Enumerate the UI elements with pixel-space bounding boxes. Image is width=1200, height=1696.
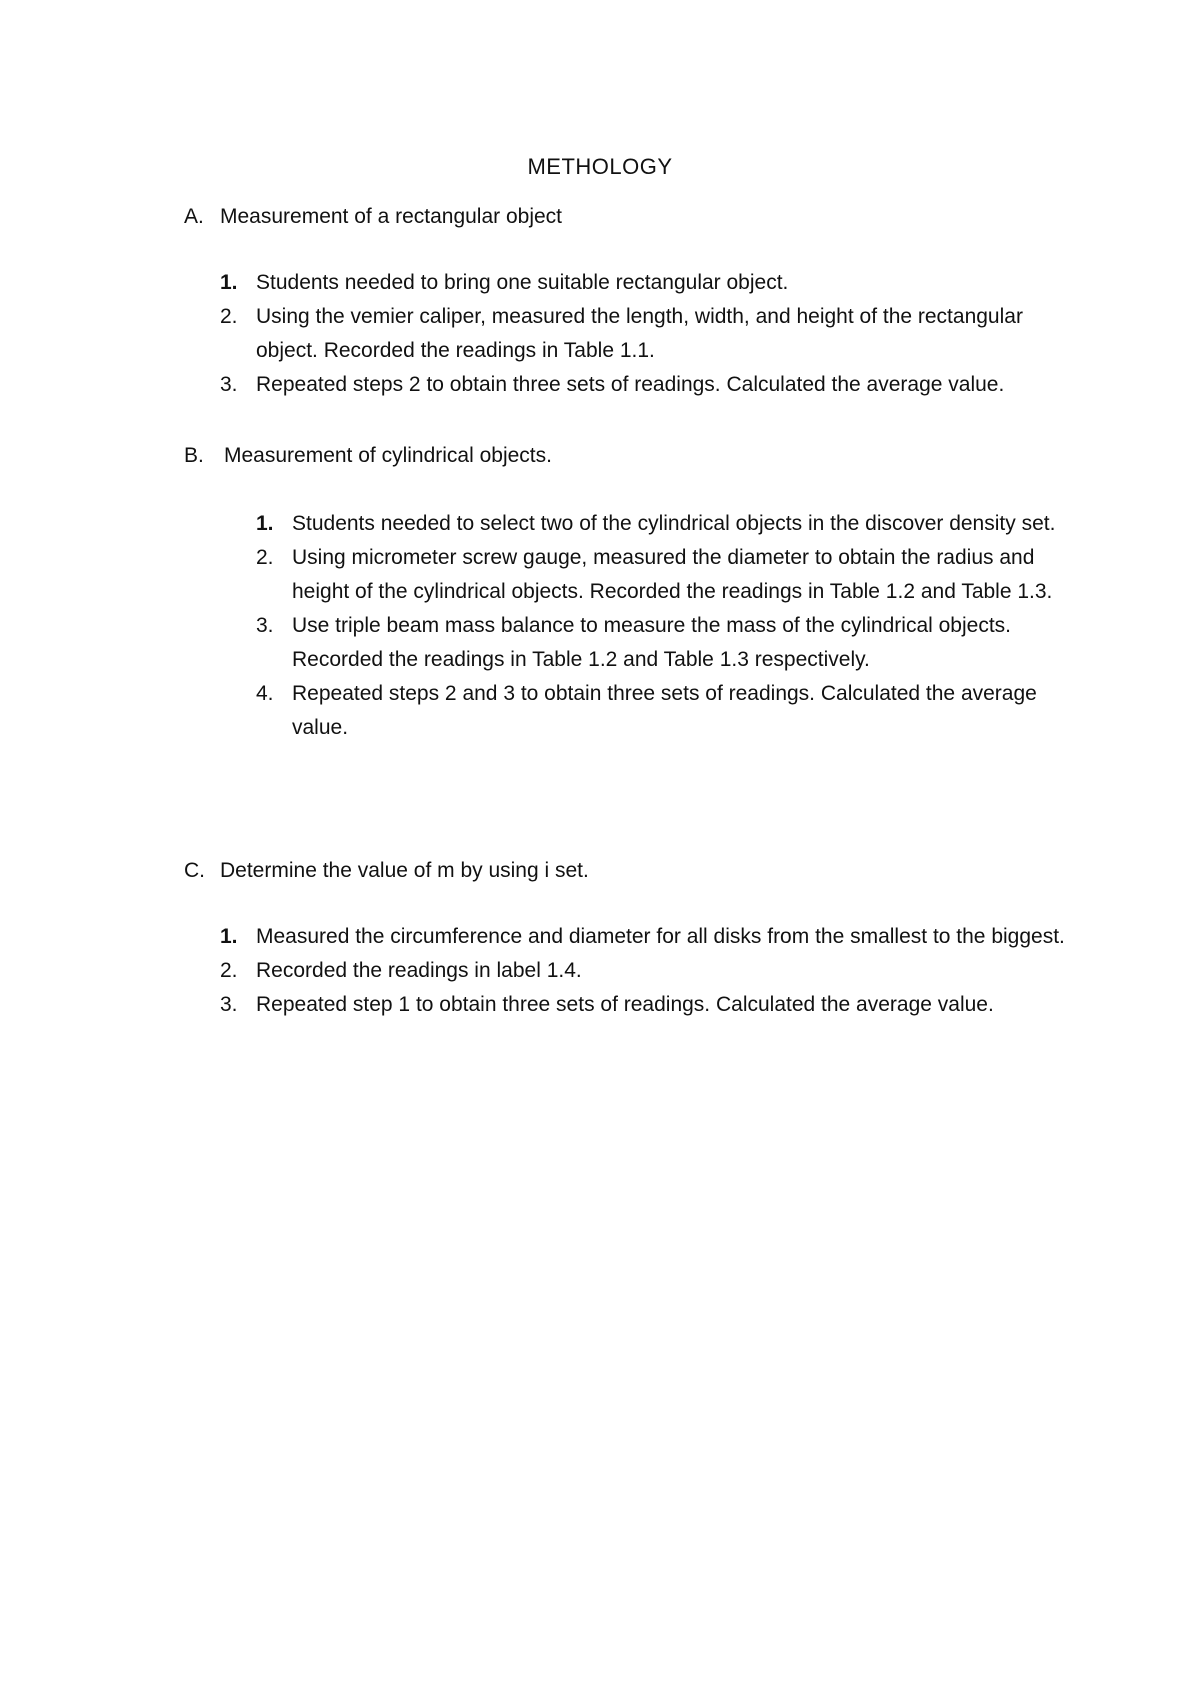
step-text: Recorded the readings in label 1.4. (256, 959, 582, 982)
section-a (184, 202, 1084, 396)
step-text: Use triple beam mass balance to measure the mass of the cylindrical objects. Recorded the readings in Table 1.2 and Table 1.3 respectively. (292, 614, 1011, 671)
list-item (256, 677, 1056, 745)
section-b (184, 441, 1084, 739)
step-text: Using micrometer screw gauge, measured the diameter to obtain the radius and height of the cylindrical objects. Recorded the readings in Table 1.2 and Table 1.3. (292, 546, 1053, 603)
section-title: Determine the value of m by using i set. (220, 859, 589, 882)
step-text: Students needed to select two of the cylindrical objects in the discover density set. (292, 512, 1056, 535)
section-c (184, 856, 1084, 1016)
section-letter: C. (184, 859, 205, 882)
step-number: 2. (220, 959, 238, 982)
list-item (220, 368, 1040, 402)
step-list (220, 266, 1040, 402)
step-text: Repeated steps 2 to obtain three sets of readings. Calculated the average value. (256, 373, 1005, 396)
step-number: 2. (256, 546, 274, 569)
step-number: 3. (256, 614, 274, 637)
step-list (256, 507, 1056, 745)
section-title: Measurement of cylindrical objects. (224, 444, 552, 467)
step-list (220, 920, 1070, 1022)
list-item (220, 300, 1040, 368)
page-title: METHOLOGY (527, 154, 673, 179)
step-text: Repeated step 1 to obtain three sets of readings. Calculated the average value. (256, 993, 994, 1016)
list-item (220, 266, 1040, 300)
step-text: Measured the circumference and diameter for all disks from the smallest to the biggest. (256, 925, 1065, 948)
section-heading (184, 441, 1084, 471)
list-item (256, 541, 1056, 609)
list-item (220, 988, 1070, 1022)
list-item (256, 507, 1056, 541)
step-number: 3. (220, 993, 238, 1016)
section-title: Measurement of a rectangular object (220, 205, 563, 228)
step-number: 1. (220, 925, 238, 948)
step-number: 1. (256, 512, 274, 535)
section-letter: A. (184, 205, 204, 228)
step-text: Students needed to bring one suitable rectangular object. (256, 271, 789, 294)
section-heading (184, 202, 1084, 232)
step-number: 1. (220, 271, 238, 294)
step-text: Repeated steps 2 and 3 to obtain three sets of readings. Calculated the average value. (292, 682, 1037, 739)
step-number: 4. (256, 682, 274, 705)
step-number: 3. (220, 373, 238, 396)
step-text: Using the vemier caliper, measured the length, width, and height of the rectangular object. Recorded the readings in Table 1.1. (256, 305, 1023, 362)
step-number: 2. (220, 305, 238, 328)
list-item (220, 954, 1070, 988)
section-heading (184, 856, 1084, 886)
list-item (256, 609, 1056, 677)
section-letter: B. (184, 444, 204, 467)
list-item (220, 920, 1070, 954)
